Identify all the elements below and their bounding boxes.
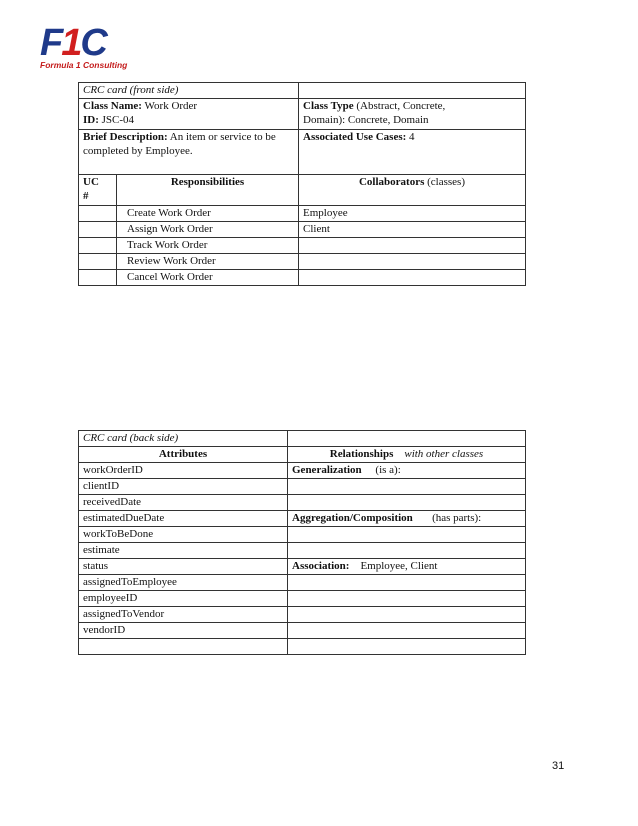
relationship	[288, 479, 526, 495]
relationship	[288, 607, 526, 623]
responsibility: Assign Work Order	[117, 222, 299, 238]
table-row	[79, 639, 526, 655]
table-row	[79, 543, 526, 559]
relationships-header: Relationships with other classes	[288, 447, 526, 463]
attribute: clientID	[79, 479, 288, 495]
table-row	[79, 463, 526, 479]
table-row	[79, 206, 526, 222]
class-id-value: JSC-04	[101, 114, 135, 126]
table-row	[79, 559, 526, 575]
relationship: Aggregation/Composition (has parts):	[288, 511, 526, 527]
table-row	[79, 270, 526, 286]
collaborator	[299, 270, 526, 286]
table-row	[79, 238, 526, 254]
attribute: estimate	[79, 543, 288, 559]
brief-description-cell: Brief Description: An item or service to be completed by Employee.	[79, 130, 299, 175]
uc-header: UC #	[79, 175, 117, 206]
relationship	[288, 591, 526, 607]
attribute: assignedToEmployee	[79, 575, 288, 591]
use-cases-cell: Associated Use Cases: 4	[299, 130, 526, 175]
relationship	[288, 543, 526, 559]
table-row	[79, 254, 526, 270]
back-title-empty	[288, 431, 526, 447]
class-name-value: Work Order	[144, 100, 198, 112]
relationship: Generalization (is a):	[288, 463, 526, 479]
relationship	[288, 527, 526, 543]
attribute: assignedToVendor	[79, 607, 288, 623]
collaborator	[299, 254, 526, 270]
attribute: workOrderID	[79, 463, 288, 479]
table-row	[79, 527, 526, 543]
back-title: CRC card (back side)	[79, 431, 288, 447]
responsibility: Review Work Order	[117, 254, 299, 270]
responsibility: Cancel Work Order	[117, 270, 299, 286]
table-row	[79, 623, 526, 639]
relationship	[288, 639, 526, 655]
company-logo	[40, 20, 160, 76]
responsibility: Track Work Order	[117, 238, 299, 254]
attribute: employeeID	[79, 591, 288, 607]
attributes-header: Attributes	[79, 447, 288, 463]
logo-tagline: Formula 1 Consulting	[40, 60, 128, 70]
table-row	[79, 575, 526, 591]
relationship	[288, 495, 526, 511]
attribute: receivedDate	[79, 495, 288, 511]
class-type-value: Domain): Concrete, Domain	[303, 114, 429, 126]
table-row	[79, 222, 526, 238]
responsibility: Create Work Order	[117, 206, 299, 222]
attribute: vendorID	[79, 623, 288, 639]
attribute	[79, 639, 288, 655]
class-type-cell: Class Type (Abstract, Concrete, Domain): Concrete, Domain	[299, 99, 526, 130]
responsibilities-header: Responsibilities	[117, 175, 299, 206]
table-row	[79, 495, 526, 511]
relationship	[288, 623, 526, 639]
crc-card-front	[78, 82, 526, 286]
front-title: CRC card (front side)	[79, 83, 299, 99]
attribute: estimatedDueDate	[79, 511, 288, 527]
logo-mark: F1C	[40, 22, 106, 64]
relationship	[288, 575, 526, 591]
page-number: 31	[552, 760, 565, 772]
front-title-empty	[299, 83, 526, 99]
collaborator: Employee	[299, 206, 526, 222]
attribute: workToBeDone	[79, 527, 288, 543]
class-name-cell: Class Name: Work Order ID: JSC-04	[79, 99, 299, 130]
brief-description-text: An item or service to be completed by Employee.	[83, 131, 276, 157]
relationship: Association: Employee, Client	[288, 559, 526, 575]
collaborator: Client	[299, 222, 526, 238]
attribute: status	[79, 559, 288, 575]
table-row	[79, 479, 526, 495]
table-row	[79, 591, 526, 607]
collaborator	[299, 238, 526, 254]
collaborators-header: Collaborators (classes)	[299, 175, 526, 206]
crc-card-back	[78, 430, 526, 655]
use-cases-value: 4	[409, 131, 415, 143]
table-row	[79, 511, 526, 527]
table-row	[79, 607, 526, 623]
